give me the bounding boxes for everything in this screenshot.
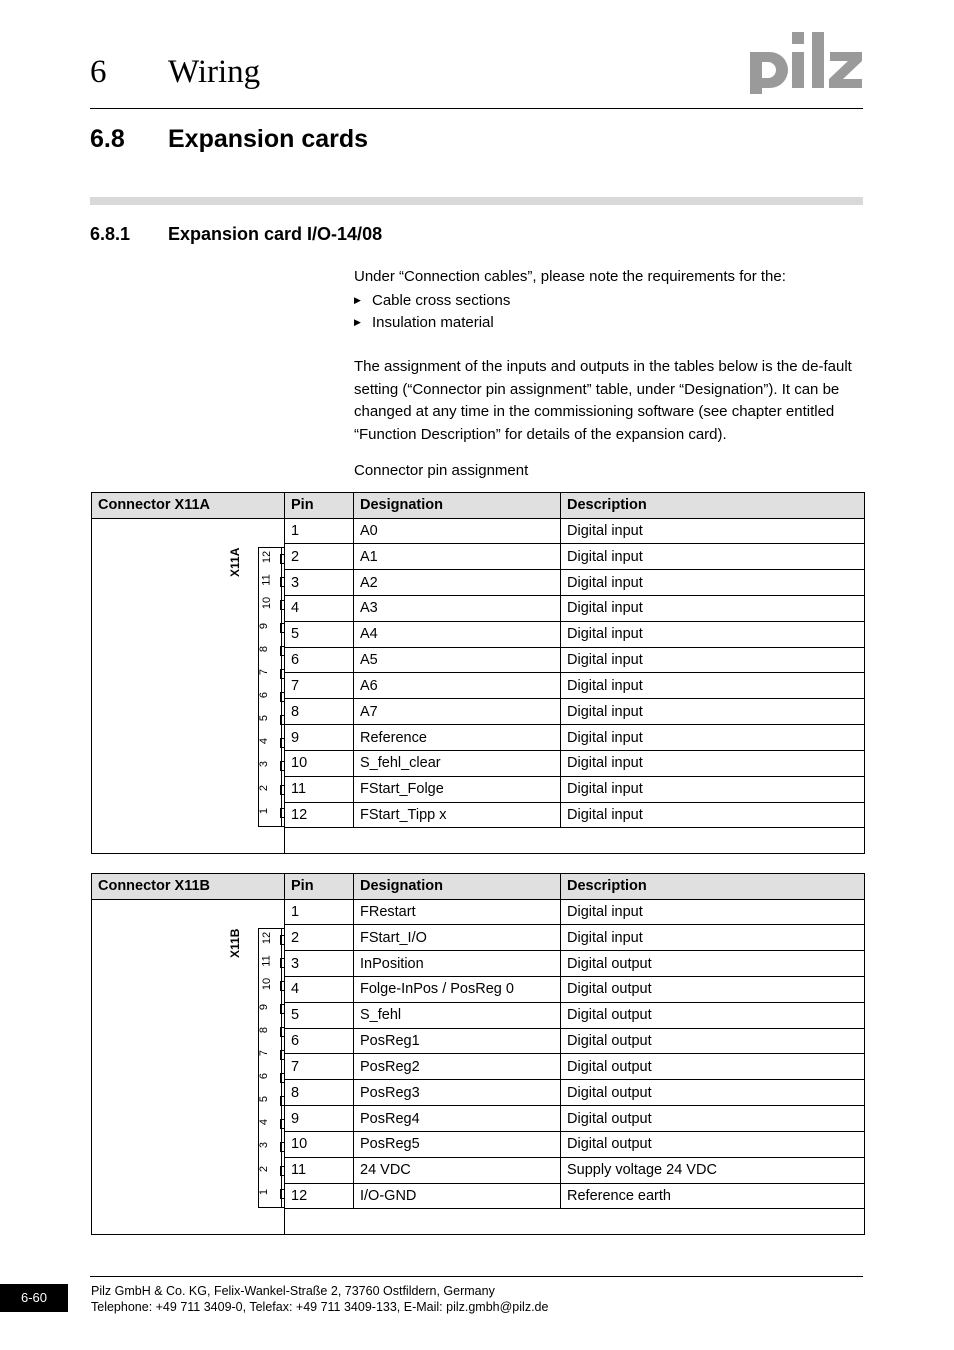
header-connector: Connector X11A	[92, 493, 285, 519]
connector-pin	[259, 929, 285, 952]
table-caption: Connector pin assignment	[354, 462, 529, 479]
cell-description: Digital output	[561, 951, 865, 977]
cell-description: Digital output	[561, 1028, 865, 1054]
connector-pin	[259, 779, 285, 802]
connector-pin-number	[258, 758, 275, 776]
triangle-bullet-icon: ▶	[354, 295, 361, 305]
cell-description: Digital input	[561, 750, 865, 776]
footer-rule	[90, 1276, 863, 1277]
cell-description: Digital input	[561, 725, 865, 751]
pilz-logo	[746, 26, 866, 96]
cell-pin: 8	[285, 1080, 354, 1106]
connector-pin-number	[258, 1024, 275, 1042]
connector-pin-label: 1	[258, 807, 271, 814]
cell-designation: S_fehl	[354, 1002, 561, 1028]
cell-description: Digital input	[561, 596, 865, 622]
connector-pin	[259, 663, 285, 686]
connector-diagram-cell	[92, 899, 285, 1234]
cell-description: Digital input	[561, 518, 865, 544]
connector-pin-number	[261, 978, 275, 996]
connector-pin	[259, 1044, 285, 1067]
cell-designation: A1	[354, 544, 561, 570]
subsection-title: Expansion card I/O-14/08	[168, 224, 383, 244]
connector-diagram	[92, 519, 284, 853]
cell-designation: A0	[354, 518, 561, 544]
connector-pin-label: 6	[258, 1073, 271, 1080]
cell-description: Digital input	[561, 699, 865, 725]
cell-pin: 8	[285, 699, 354, 725]
connector-pin-number	[258, 1047, 275, 1065]
cell-pin: 7	[285, 1054, 354, 1080]
cell-pin: 9	[285, 725, 354, 751]
cell-pin: 2	[285, 544, 354, 570]
empty-cell	[285, 1209, 865, 1234]
cell-pin: 4	[285, 596, 354, 622]
cell-designation: Folge-InPos / PosReg 0	[354, 977, 561, 1003]
cell-description: Digital input	[561, 673, 865, 699]
connector-pin	[259, 594, 285, 617]
connector-pin-label: 12	[261, 550, 274, 563]
footer-address: Pilz GmbH & Co. KG, Felix-Wankel-Straße 2, 73760 Ostfildern, Germany	[91, 1284, 495, 1298]
connector-pin-number	[261, 955, 275, 973]
connector-pin	[259, 1136, 285, 1159]
connector-pin-label: 6	[258, 692, 271, 699]
connector-diagram-cell	[92, 518, 285, 853]
cell-designation: A2	[354, 570, 561, 596]
connector-pin-label: 10	[261, 596, 274, 609]
connector-pin-label: 2	[258, 784, 271, 791]
cell-pin: 2	[285, 925, 354, 951]
connector-pin-number	[258, 712, 275, 730]
connector-pin	[259, 998, 285, 1021]
cell-designation: PosReg1	[354, 1028, 561, 1054]
connector-pin-number	[258, 735, 275, 753]
connector-pin-label: 9	[258, 1003, 271, 1010]
cell-pin: 3	[285, 951, 354, 977]
cell-description: Digital input	[561, 925, 865, 951]
connector-pin-label: 5	[258, 1096, 271, 1103]
connector-pin-number	[258, 1116, 275, 1134]
cell-description: Digital output	[561, 1080, 865, 1106]
body-paragraph: The assignment of the inputs and outputs in the tables below is the de-fault setting (“Connector pin assignment” table, under “Designation”). It can be changed at any time in the commissioning software (see chapter entitled “Function Description” for details of the expansion card).	[354, 358, 852, 443]
connector-pin	[259, 755, 285, 778]
connector-pin-label: 4	[258, 1119, 271, 1126]
page-number: 6-60	[0, 1284, 68, 1312]
cell-designation: PosReg2	[354, 1054, 561, 1080]
connector-pin-label: 11	[260, 954, 273, 967]
cell-description: Reference earth	[561, 1183, 865, 1209]
table-row	[92, 518, 865, 544]
footer-contact: Telephone: +49 711 3409-0, Telefax: +49 711 3409-133, E-Mail: pilz.gmbh@pilz.de	[91, 1300, 549, 1314]
cell-pin: 1	[285, 899, 354, 925]
cell-designation: Reference	[354, 725, 561, 751]
connector-pin-label: 1	[258, 1188, 271, 1195]
section-divider-bar	[90, 197, 863, 205]
header-connector: Connector X11B	[92, 874, 285, 900]
connector-pin-number	[258, 1070, 275, 1088]
connector-pin-number	[258, 1139, 275, 1157]
bullet-text: Insulation material	[372, 314, 494, 331]
cell-designation: FStart_I/O	[354, 925, 561, 951]
cell-designation: I/O-GND	[354, 1183, 561, 1209]
cell-designation: S_fehl_clear	[354, 750, 561, 776]
cell-description: Digital input	[561, 570, 865, 596]
cell-pin: 4	[285, 977, 354, 1003]
connector-diagram	[92, 900, 284, 1234]
cell-pin: 5	[285, 621, 354, 647]
cell-description: Digital output	[561, 1106, 865, 1132]
cell-designation: FRestart	[354, 899, 561, 925]
connector-pin-label: 10	[261, 977, 274, 990]
connector-pin-label: 12	[261, 931, 274, 944]
connector-pin	[259, 1090, 285, 1113]
table-b-body	[92, 899, 865, 1234]
subsection-number: 6.8.1	[90, 224, 131, 244]
cell-designation: A6	[354, 673, 561, 699]
connector-label: X11A	[228, 547, 242, 577]
cell-description: Digital output	[561, 1002, 865, 1028]
cell-pin: 1	[285, 518, 354, 544]
connector-pin-label: 2	[258, 1165, 271, 1172]
cell-designation: FStart_Tipp x	[354, 802, 561, 828]
cell-designation: FStart_Folge	[354, 776, 561, 802]
cell-description: Digital output	[561, 1131, 865, 1157]
cell-designation: PosReg3	[354, 1080, 561, 1106]
cell-description: Digital input	[561, 621, 865, 647]
cell-designation: PosReg4	[354, 1106, 561, 1132]
cell-designation: A7	[354, 699, 561, 725]
connector-pin-label: 8	[258, 1026, 271, 1034]
connector-x11a-table	[91, 492, 865, 854]
cell-designation: InPosition	[354, 951, 561, 977]
header-rule	[90, 108, 863, 109]
connector-pin-number	[261, 597, 275, 615]
connector-pin	[259, 952, 285, 975]
cell-pin: 10	[285, 750, 354, 776]
cell-designation: 24 VDC	[354, 1157, 561, 1183]
header-description: Description	[561, 493, 865, 519]
cell-description: Digital input	[561, 899, 865, 925]
empty-cell	[285, 828, 865, 853]
header-pin: Pin	[285, 874, 354, 900]
connector-pin	[259, 709, 285, 732]
connector-pin-label: 11	[260, 573, 273, 586]
section-title: Expansion cards	[168, 125, 369, 153]
connector-pin	[259, 1113, 285, 1136]
connector-pin-label: 7	[258, 1050, 271, 1057]
cell-designation: A3	[354, 596, 561, 622]
cell-description: Digital output	[561, 977, 865, 1003]
connector-x11b-table	[91, 873, 865, 1235]
bullet-item	[354, 289, 510, 312]
cell-description: Digital input	[561, 544, 865, 570]
connector-pin-label: 9	[258, 622, 271, 629]
table-row	[92, 899, 865, 925]
chapter-title: Wiring	[168, 54, 261, 90]
cell-description: Digital input	[561, 647, 865, 673]
cell-description: Digital input	[561, 802, 865, 828]
connector-pin-label: 7	[258, 669, 271, 676]
table-header-row	[92, 493, 865, 519]
chapter-number: 6	[90, 54, 107, 90]
connector-pin	[259, 1021, 285, 1044]
bullet-text: Cable cross sections	[372, 292, 511, 309]
connector-pin	[259, 1160, 285, 1183]
connector-pin-number	[261, 932, 275, 950]
connector-pin-number	[258, 805, 275, 823]
cell-description: Digital input	[561, 776, 865, 802]
cell-pin: 12	[285, 802, 354, 828]
connector-pin	[259, 1067, 285, 1090]
logo-text: pilz	[746, 26, 748, 27]
connector-pin	[259, 975, 285, 998]
header-description: Description	[561, 874, 865, 900]
section-number: 6.8	[90, 125, 125, 153]
connector-pin	[259, 571, 285, 594]
cell-pin: 7	[285, 673, 354, 699]
connector-pin	[259, 617, 285, 640]
bullet-item	[354, 311, 494, 334]
connector-pin-label: 8	[258, 645, 271, 653]
cell-designation: A5	[354, 647, 561, 673]
connector-pin	[259, 548, 285, 571]
header-designation: Designation	[354, 493, 561, 519]
connector-pin	[259, 1183, 285, 1206]
cell-description: Digital output	[561, 1054, 865, 1080]
cell-pin: 6	[285, 647, 354, 673]
connector-pin-number	[258, 643, 275, 661]
connector-body	[258, 928, 285, 1208]
connector-pin-number	[258, 666, 275, 684]
cell-pin: 10	[285, 1131, 354, 1157]
connector-pin	[259, 686, 285, 709]
cell-description: Supply voltage 24 VDC	[561, 1157, 865, 1183]
connector-pin-number	[258, 620, 275, 638]
triangle-bullet-icon: ▶	[354, 317, 361, 327]
cell-pin: 6	[285, 1028, 354, 1054]
connector-pin-number	[258, 1186, 275, 1204]
connector-pin-number	[258, 1093, 275, 1111]
connector-pin-number	[258, 1163, 275, 1181]
connector-pin-number	[261, 574, 275, 592]
header-designation: Designation	[354, 874, 561, 900]
connector-pin-label: 3	[258, 1142, 271, 1149]
table-a-body	[92, 518, 865, 853]
connector-pin	[259, 640, 285, 663]
cell-pin: 11	[285, 1157, 354, 1183]
connector-pin-number	[258, 1001, 275, 1019]
connector-body	[258, 547, 285, 827]
table-header-row	[92, 874, 865, 900]
connector-pin-number	[258, 689, 275, 707]
connector-pin-label: 3	[258, 761, 271, 768]
connector-pin	[259, 732, 285, 755]
cell-pin: 5	[285, 1002, 354, 1028]
header-pin: Pin	[285, 493, 354, 519]
connector-pin-label: 4	[258, 738, 271, 745]
connector-pin-label: 5	[258, 715, 271, 722]
cell-designation: A4	[354, 621, 561, 647]
connector-pin	[259, 802, 285, 825]
cell-pin: 9	[285, 1106, 354, 1132]
cell-pin: 11	[285, 776, 354, 802]
intro-text: Under “Connection cables”, please note the requirements for the:	[354, 268, 786, 285]
cell-designation: PosReg5	[354, 1131, 561, 1157]
connector-pin-number	[261, 551, 275, 569]
connector-pin-number	[258, 782, 275, 800]
connector-label: X11B	[228, 928, 242, 958]
cell-pin: 3	[285, 570, 354, 596]
cell-pin: 12	[285, 1183, 354, 1209]
